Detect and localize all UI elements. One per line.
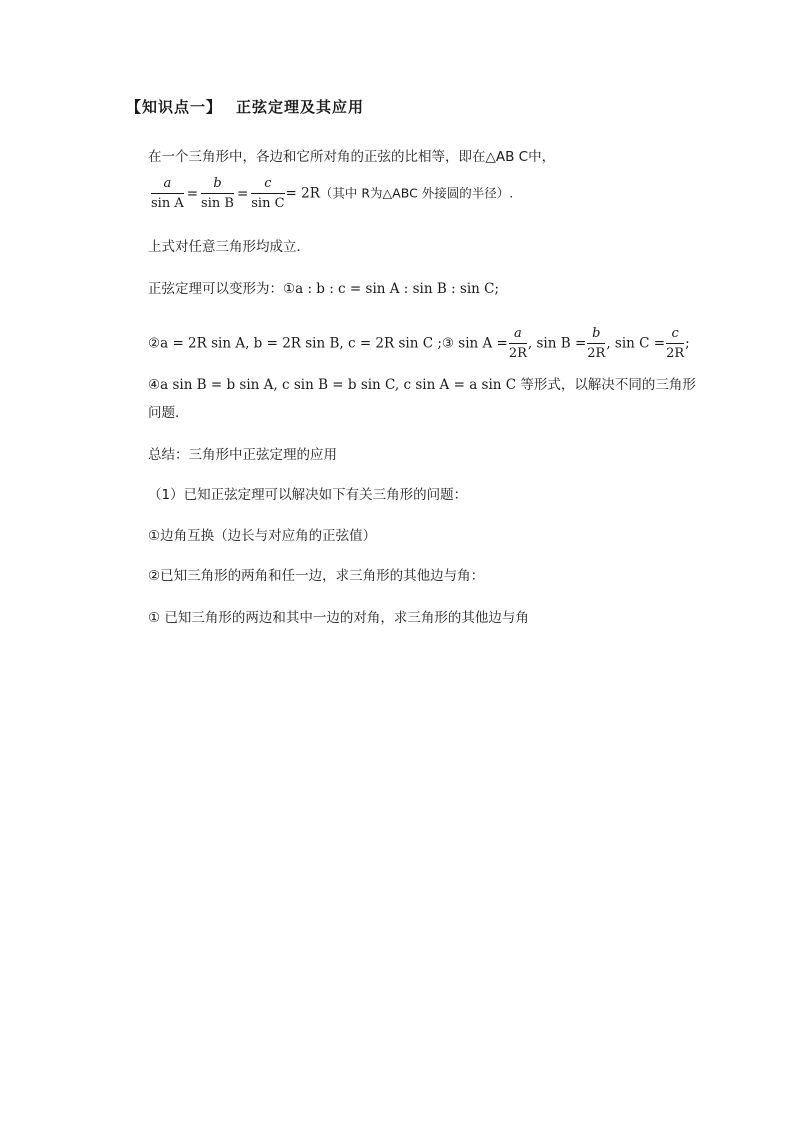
formula-note: （其中 R为△ABC 外接圆的半径）. xyxy=(319,185,514,201)
section-heading xyxy=(126,96,364,117)
fraction-b-over-2R: $\frac{b}{2R}$ xyxy=(587,326,606,361)
ratio-formula: a : b : c = sin A : sin B : sin C; xyxy=(295,281,500,297)
list-item-1: （1）已知正弦定理可以解决如下有关三角形的问题： xyxy=(148,487,468,503)
summary-heading: 总结：三角形中正弦定理的应用 xyxy=(148,447,337,463)
intro-paragraph: 在一个三角形中，各边和它所对角的正弦的比相等，即在△AB C中， xyxy=(148,149,556,165)
fraction-c-over-sinC: $\frac{c}{\text{sin C}}$ xyxy=(251,176,285,211)
fraction-b-over-sinB: $\frac{b}{\text{sin B}}$ xyxy=(201,176,234,211)
paragraph-transform-1: 正弦定理可以变形为：①a : b : c = sin A : sin B : sin C; xyxy=(148,281,500,297)
list-item-2: ①边角互换（边长与对应角的正弦值） xyxy=(148,528,377,544)
paragraph-valid-all: 上式对任意三角形均成立． xyxy=(148,239,310,255)
list-item-4: ① 已知三角形的两边和其中一边的对角，求三角形的其他边与角 xyxy=(148,610,529,626)
paragraph-transform-4-cont: 问题． xyxy=(148,405,189,421)
formula-rhs: = 2R xyxy=(285,185,320,202)
fraction-a-over-2R: $\frac{a}{2R}$ xyxy=(508,326,527,361)
list-item-3: ②已知三角形的两角和任一边，求三角形的其他边与角： xyxy=(148,568,485,584)
heading-title: 正弦定理及其应用 xyxy=(236,98,365,116)
paragraph-transform-4: ④a sin B = b sin A, c sin B = b sin C, c sin A = a sin C 等形式，以解决不同的三角形 xyxy=(148,377,696,393)
heading-label: 【知识点一】 xyxy=(126,98,223,116)
formula-4: ④a sin B = b sin A, c sin B = b sin C, c sin A = a sin C xyxy=(148,377,517,393)
sine-law-formula: $\frac{a}{\text{sin A}}$ = $\frac{b}{\text{sin B}}$ = $\frac{c}{\text{sin C}}$ = 2R（其中 R为△ABC 外接圆的半径）. xyxy=(151,176,514,211)
fraction-a-over-sinA: $\frac{a}{\text{sin A}}$ xyxy=(151,176,184,211)
paragraph-transform-2: ②a = 2R sin A, b = 2R sin B, c = 2R sin C ;③ sin A = $\frac{a}{2R}$ , sin B = $\frac{b}{2R}$ , sin C = $\frac{c}{2R}$ ; xyxy=(148,326,690,361)
fraction-c-over-2R: $\frac{c}{2R}$ xyxy=(666,326,685,361)
formula-2-3: ②a = 2R sin A, b = 2R sin B, c = 2R sin C ;③ sin A = xyxy=(148,335,508,352)
